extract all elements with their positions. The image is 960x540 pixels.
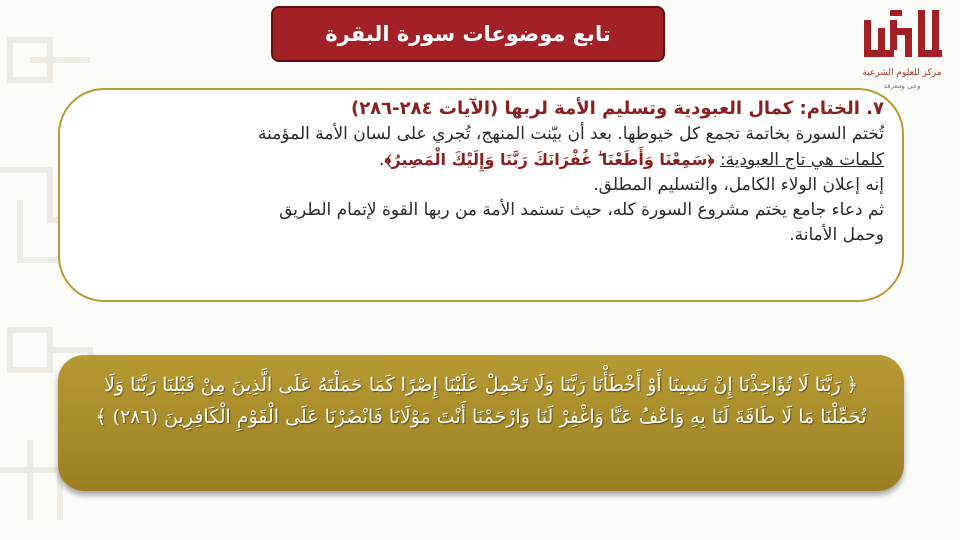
inline-ayah: ﴿سَمِعْنَا وَأَطَعْنَا ۖ غُفْرَانَكَ رَبَّنَا وَإِلَيْكَ الْمَصِيرُ﴾: [384, 150, 715, 169]
paragraph-line-5: وحمل الأمانة.: [789, 225, 884, 245]
paragraph-line-2-prefix: كلمات هي تاج العبودية:: [719, 150, 884, 170]
logo-caption: مركز للعلوم الشرعية: [862, 68, 942, 78]
section-heading: ٧. الختام: كمال العبودية وتسليم الأمة لربها (الآيات ٢٨٤-٢٨٦): [350, 98, 884, 119]
paragraph-line-4: ثم دعاء جامع يختم مشروع السورة كله، حيث تستمد الأمة من ربها القوة لإتمام الطريق: [279, 200, 884, 220]
logo-subcaption: وعي ومعرفة: [883, 82, 921, 90]
logo: [858, 6, 946, 94]
logo-mark-icon: [860, 6, 944, 62]
content-box: [58, 88, 904, 302]
paragraph-line-2-suffix: .: [379, 150, 385, 170]
paragraph-line-2: [78, 147, 884, 173]
paragraph-line-1: تُختم السورة بخاتمة تجمع كل خيوطها. بعد أن بيّنت المنهج، تُجري على لسان الأمة المؤمنة: [258, 124, 884, 144]
slide-title: تابع موضوعات سورة البقرة: [271, 6, 665, 62]
ayah-box: ﴿ رَبَّنَا لَا تُؤَاخِذْنَا إِنْ نَسِينَا أَوْ أَخْطَأْنَا رَبَّنَا وَلَا تَحْمِلْ عَلَيْنَا إِصْرًا كَمَا حَمَلْتَهُ عَلَى الَّذِينَ مِنْ قَبْلِنَا رَبَّنَا وَلَا تُحَمِّلْنَا مَا لَا طَاقَةَ لَنَا بِهِ وَاعْفُ عَنَّا وَاغْفِرْ لَنَا وَارْحَمْنَا أَنْتَ مَوْلَانَا فَانْصُرْنَا عَلَى الْقَوْمِ الْكَافِرِينَ (٢٨٦) ﴾: [58, 355, 904, 491]
paragraph-line-3: إنه إعلان الولاء الكامل، والتسليم المطلق.: [593, 175, 884, 195]
